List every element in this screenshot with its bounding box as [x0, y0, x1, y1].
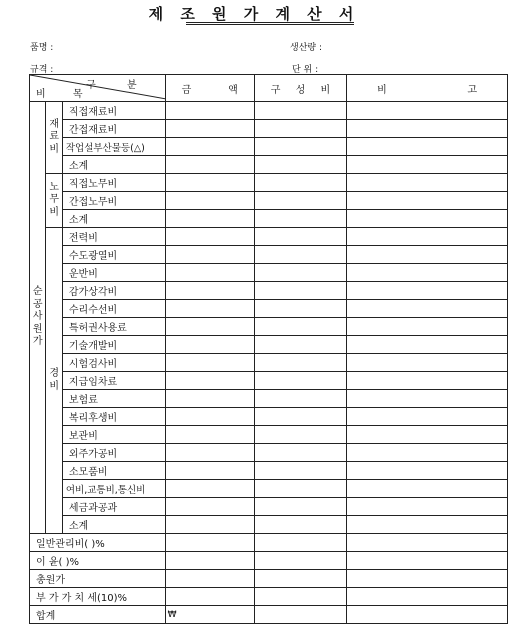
note-cell[interactable] [347, 516, 508, 534]
note-cell[interactable] [347, 390, 508, 408]
item-name-label: 품명 : [30, 43, 54, 53]
cost-item-row [30, 210, 508, 228]
note-cell[interactable] [347, 210, 508, 228]
summary-row [30, 588, 508, 606]
vat-label: 부 가 가 치 세(10)% [30, 588, 166, 606]
ratio-cell[interactable] [254, 210, 346, 228]
note-cell[interactable] [347, 570, 508, 588]
cost-item-row [30, 390, 508, 408]
note-cell[interactable] [347, 282, 508, 300]
ratio-cell[interactable] [254, 300, 346, 318]
summary-row [30, 570, 508, 588]
labor-cost-group-char: 비 [49, 206, 59, 218]
expense_items-label: 소계 [62, 516, 165, 534]
cost-item-row [30, 516, 508, 534]
note-cell[interactable] [347, 264, 508, 282]
amount-cell[interactable] [165, 138, 254, 156]
ratio-cell[interactable] [254, 390, 346, 408]
note-cell[interactable] [347, 426, 508, 444]
amount-cell[interactable] [165, 210, 254, 228]
expense_items-label: 지급임차료 [62, 372, 165, 390]
title-underline [186, 22, 354, 23]
grand-total-amount-cell[interactable] [165, 606, 254, 624]
ratio-cell[interactable] [254, 138, 346, 156]
labor-cost-group-char: 무 [49, 194, 59, 206]
cost-item-row [30, 408, 508, 426]
amount-cell[interactable] [165, 372, 254, 390]
ratio-cell[interactable] [254, 570, 346, 588]
cost-item-row [30, 264, 508, 282]
amount-cell[interactable] [165, 390, 254, 408]
amount-cell[interactable] [165, 570, 254, 588]
ratio-cell[interactable] [254, 156, 346, 174]
cost-item-row [30, 318, 508, 336]
ratio-cell[interactable] [254, 192, 346, 210]
note-cell[interactable] [347, 552, 508, 570]
ratio-cell[interactable] [254, 318, 346, 336]
cost-item-row [30, 174, 508, 192]
expense_items-label: 세금과공과 [62, 498, 165, 516]
material-cost-group-char: 비 [49, 143, 59, 155]
ratio-cell[interactable] [254, 444, 346, 462]
profit-label: 이 윤( )% [30, 552, 166, 570]
net-manufacturing-cost-group-char: 공 [32, 298, 43, 310]
note-header: 비 고 [347, 75, 508, 102]
material_items-label: 소계 [62, 156, 165, 174]
ratio-cell[interactable] [254, 246, 346, 264]
labor-cost-group [46, 174, 62, 228]
amount-cell[interactable] [165, 174, 254, 192]
note-cell[interactable] [347, 480, 508, 498]
cost-item-row [30, 102, 508, 120]
note-cell[interactable] [347, 498, 508, 516]
production-label: 생산량 : [290, 43, 322, 53]
ratio-cell[interactable] [254, 120, 346, 138]
note-cell[interactable] [347, 318, 508, 336]
ratio-cell[interactable] [254, 588, 346, 606]
note-cell[interactable] [347, 300, 508, 318]
cost-item-row [30, 300, 508, 318]
amount-cell[interactable] [165, 588, 254, 606]
expense_items-label: 수도광열비 [62, 246, 165, 264]
note-cell[interactable] [347, 606, 508, 624]
amount-cell[interactable] [165, 300, 254, 318]
note-cell[interactable] [347, 444, 508, 462]
amount-cell[interactable] [165, 444, 254, 462]
labor_items-label: 직접노무비 [62, 174, 165, 192]
amount-cell[interactable] [165, 228, 254, 246]
expense_items-label: 특허권사용료 [62, 318, 165, 336]
general-admin-label: 일반관리비( )% [30, 534, 166, 552]
material_items-label: 직접재료비 [62, 102, 165, 120]
material-cost-group-char: 료 [49, 131, 59, 143]
cost-item-row [30, 192, 508, 210]
labor_items-label: 소계 [62, 210, 165, 228]
labor-cost-group-char: 노 [49, 181, 59, 193]
ratio-cell[interactable] [254, 606, 346, 624]
expense_items-label: 운반비 [62, 264, 165, 282]
ratio-cell[interactable] [254, 228, 346, 246]
ratio-cell[interactable] [254, 552, 346, 570]
expense_items-label: 보험료 [62, 390, 165, 408]
ratio-cell[interactable] [254, 516, 346, 534]
amount-cell[interactable] [165, 426, 254, 444]
note-cell[interactable] [347, 534, 508, 552]
amount-cell[interactable] [165, 516, 254, 534]
amount-cell[interactable] [165, 264, 254, 282]
summary-row [30, 552, 508, 570]
ratio-cell[interactable] [254, 372, 346, 390]
amount-header: 금 액 [165, 75, 254, 102]
note-cell[interactable] [347, 462, 508, 480]
note-cell[interactable] [347, 228, 508, 246]
material-cost-group [46, 102, 62, 174]
labor_items-label: 간접노무비 [62, 192, 165, 210]
ratio-cell[interactable] [254, 102, 346, 120]
note-cell[interactable] [347, 192, 508, 210]
note-cell[interactable] [347, 354, 508, 372]
header-diagonal-cell [30, 75, 166, 102]
amount-cell[interactable] [165, 246, 254, 264]
material_items-label: 작업설부산물등(△) [62, 138, 165, 156]
cost-statement-table [29, 74, 508, 624]
spec-label: 규격 : [30, 65, 54, 75]
cost-item-row [30, 354, 508, 372]
ratio-header: 구 성 비 [254, 75, 346, 102]
ratio-cell[interactable] [254, 174, 346, 192]
expense-group-char: 경 [49, 368, 59, 379]
division-label: 구 분 [86, 80, 151, 91]
expense-group-char: 비 [49, 380, 59, 392]
ratio-cell[interactable] [254, 264, 346, 282]
note-cell[interactable] [347, 156, 508, 174]
net-manufacturing-cost-group [30, 102, 46, 534]
cost-item-row [30, 228, 508, 246]
expense_items-label: 보관비 [62, 426, 165, 444]
document-title: 제 조 원 가 계 산 서 [148, 5, 360, 23]
note-cell[interactable] [347, 138, 508, 156]
amount-cell[interactable] [165, 336, 254, 354]
cost-item-row [30, 156, 508, 174]
note-cell[interactable] [347, 102, 508, 120]
cost-item-row [30, 498, 508, 516]
ratio-cell[interactable] [254, 408, 346, 426]
ratio-cell[interactable] [254, 336, 346, 354]
cost-item-row [30, 138, 508, 156]
ratio-cell[interactable] [254, 480, 346, 498]
cost-item-row [30, 372, 508, 390]
note-cell[interactable] [347, 408, 508, 426]
expense_items-label: 시험검사비 [62, 354, 165, 372]
unit-label: 단 위 : [292, 65, 319, 75]
header-row [30, 75, 508, 102]
ratio-cell[interactable] [254, 282, 346, 300]
note-cell[interactable] [347, 372, 508, 390]
note-cell[interactable] [347, 174, 508, 192]
ratio-cell[interactable] [254, 426, 346, 444]
amount-cell[interactable] [165, 102, 254, 120]
note-cell[interactable] [347, 246, 508, 264]
amount-cell[interactable] [165, 462, 254, 480]
amount-cell[interactable] [165, 282, 254, 300]
expense_items-label: 복리후생비 [62, 408, 165, 426]
amount-cell[interactable] [165, 480, 254, 498]
grand-total-label: 합계 [30, 606, 166, 624]
ratio-cell[interactable] [254, 498, 346, 516]
won-symbol: ₩ [167, 609, 177, 620]
cost-item-row [30, 426, 508, 444]
title-underline-double [186, 24, 354, 25]
amount-cell[interactable] [165, 318, 254, 336]
ratio-cell[interactable] [254, 534, 346, 552]
summary-row [30, 534, 508, 552]
amount-cell[interactable] [165, 120, 254, 138]
cost-item-row [30, 444, 508, 462]
amount-cell[interactable] [165, 498, 254, 516]
net-manufacturing-cost-group-char: 가 [32, 336, 43, 348]
cost-item-row [30, 246, 508, 264]
amount-cell[interactable] [165, 408, 254, 426]
cost-item-row [30, 336, 508, 354]
expense_items-label: 감가상각비 [62, 282, 165, 300]
material-cost-group-char: 재 [49, 118, 59, 130]
note-cell[interactable] [347, 120, 508, 138]
amount-cell[interactable] [165, 552, 254, 570]
material_items-label: 간접재료비 [62, 120, 165, 138]
amount-cell[interactable] [165, 534, 254, 552]
note-cell[interactable] [347, 588, 508, 606]
expense_items-label: 여비,교통비,통신비 [62, 480, 165, 498]
ratio-cell[interactable] [254, 462, 346, 480]
cost-item-row [30, 282, 508, 300]
net-manufacturing-cost-group-char: 사 [32, 311, 43, 323]
cost-item-row [30, 120, 508, 138]
amount-cell[interactable] [165, 354, 254, 372]
cost-item-row [30, 462, 508, 480]
ratio-cell[interactable] [254, 354, 346, 372]
net-manufacturing-cost-group-char: 원 [32, 323, 43, 335]
expense_items-label: 전력비 [62, 228, 165, 246]
expense_items-label: 기술개발비 [62, 336, 165, 354]
expense-group [46, 228, 62, 534]
expense_items-label: 외주가공비 [62, 444, 165, 462]
summary-row [30, 606, 508, 624]
net-manufacturing-cost-group-char: 순 [32, 286, 43, 298]
cost-item-row [30, 480, 508, 498]
amount-cell[interactable] [165, 156, 254, 174]
note-cell[interactable] [347, 336, 508, 354]
amount-cell[interactable] [165, 192, 254, 210]
total-cost-label: 총원가 [30, 570, 166, 588]
expense_items-label: 소모품비 [62, 462, 165, 480]
expense_items-label: 수리수선비 [62, 300, 165, 318]
account-label: 비 목 [36, 89, 95, 100]
